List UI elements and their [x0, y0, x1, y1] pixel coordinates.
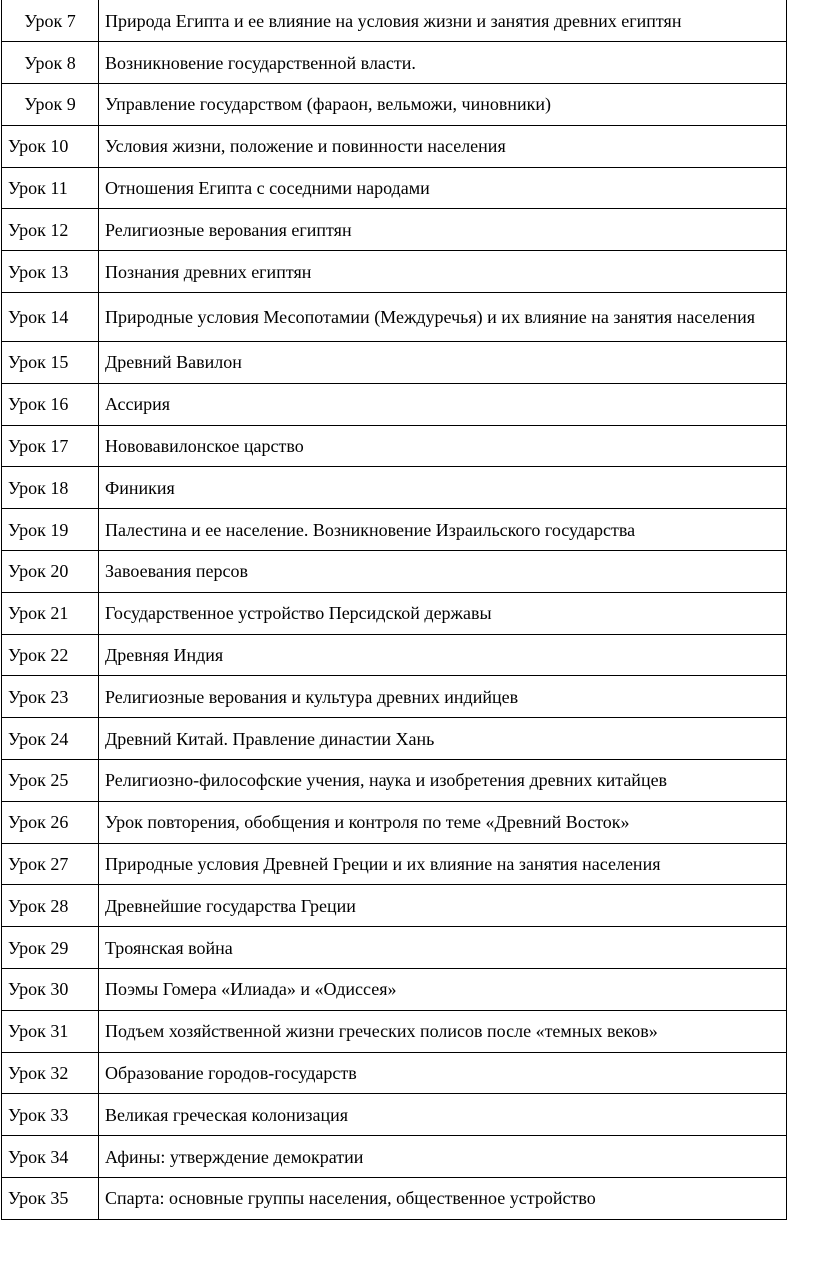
table-row [2, 551, 787, 593]
lesson-topic: Образование городов-государств [99, 1052, 787, 1094]
lesson-topic: Поэмы Гомера «Илиада» и «Одиссея» [99, 969, 787, 1011]
table-row [2, 467, 787, 509]
lesson-topic: Древний Китай. Правление династии Хань [99, 718, 787, 760]
table-row [2, 425, 787, 467]
lesson-topic: Государственное устройство Персидской державы [99, 592, 787, 634]
table-row [2, 801, 787, 843]
lesson-topic: Управление государством (фараон, вельможи, чиновники) [99, 84, 787, 126]
lesson-topic: Нововавилонское царство [99, 425, 787, 467]
table-row [2, 969, 787, 1011]
lesson-topic: Финикия [99, 467, 787, 509]
lesson-number: Урок 27 [2, 843, 99, 885]
table-row [2, 167, 787, 209]
lesson-number: Урок 13 [2, 251, 99, 293]
table-row [2, 885, 787, 927]
table-row [2, 84, 787, 126]
lesson-topic: Ассирия [99, 383, 787, 425]
lesson-topic: Спарта: основные группы населения, общественное устройство [99, 1178, 787, 1220]
table-row [2, 209, 787, 251]
lesson-topic: Великая греческая колонизация [99, 1094, 787, 1136]
table-row [2, 634, 787, 676]
table-row [2, 42, 787, 84]
table-row [2, 509, 787, 551]
lesson-topic: Завоевания персов [99, 551, 787, 593]
lesson-number: Урок 33 [2, 1094, 99, 1136]
lesson-topic: Древний Вавилон [99, 342, 787, 384]
lesson-topic: Религиозно-философские учения, наука и изобретения древних китайцев [99, 760, 787, 802]
lesson-number: Урок 15 [2, 342, 99, 384]
lesson-number: Урок 9 [2, 84, 99, 126]
lesson-number: Урок 26 [2, 801, 99, 843]
lesson-number: Урок 35 [2, 1178, 99, 1220]
lesson-number: Урок 24 [2, 718, 99, 760]
lesson-number: Урок 10 [2, 125, 99, 167]
lesson-number: Урок 16 [2, 383, 99, 425]
table-row [2, 718, 787, 760]
lesson-topic: Урок повторения, обобщения и контроля по теме «Древний Восток» [99, 801, 787, 843]
table-row [2, 592, 787, 634]
lesson-number: Урок 30 [2, 969, 99, 1011]
lesson-topic: Возникновение государственной власти. [99, 42, 787, 84]
lesson-number: Урок 12 [2, 209, 99, 251]
lesson-number: Урок 21 [2, 592, 99, 634]
lesson-number: Урок 22 [2, 634, 99, 676]
table-row [2, 293, 787, 342]
table-row [2, 1052, 787, 1094]
table-row [2, 342, 787, 384]
table-row [2, 1136, 787, 1178]
lesson-number: Урок 8 [2, 42, 99, 84]
lesson-number: Урок 17 [2, 425, 99, 467]
lesson-number: Урок 11 [2, 167, 99, 209]
lesson-topic: Природные условия Месопотамии (Междуречья) и их влияние на занятия населения [99, 293, 787, 342]
lesson-topic: Палестина и ее население. Возникновение Израильского государства [99, 509, 787, 551]
lesson-topic: Троянская война [99, 927, 787, 969]
lesson-topic: Познания древних египтян [99, 251, 787, 293]
lesson-topic: Древняя Индия [99, 634, 787, 676]
lesson-number: Урок 19 [2, 509, 99, 551]
lesson-number: Урок 34 [2, 1136, 99, 1178]
table-row [2, 760, 787, 802]
lesson-number: Урок 28 [2, 885, 99, 927]
lesson-topic: Природа Египта и ее влияние на условия жизни и занятия древних египтян [99, 0, 787, 42]
table-row [2, 676, 787, 718]
lesson-topic: Подъем хозяйственной жизни греческих полисов после «темных веков» [99, 1010, 787, 1052]
lesson-number: Урок 32 [2, 1052, 99, 1094]
lesson-topic: Природные условия Древней Греции и их влияние на занятия населения [99, 843, 787, 885]
lesson-plan-table [1, 0, 787, 1220]
lesson-topic: Религиозные верования и культура древних индийцев [99, 676, 787, 718]
table-row [2, 843, 787, 885]
lesson-topic: Афины: утверждение демократии [99, 1136, 787, 1178]
lesson-number: Урок 7 [2, 0, 99, 42]
lesson-topic: Условия жизни, положение и повинности населения [99, 125, 787, 167]
lesson-topic: Религиозные верования египтян [99, 209, 787, 251]
lesson-number: Урок 25 [2, 760, 99, 802]
table-row [2, 1094, 787, 1136]
table-row [2, 251, 787, 293]
table-row [2, 383, 787, 425]
table-row [2, 927, 787, 969]
table-row [2, 125, 787, 167]
lesson-number: Урок 18 [2, 467, 99, 509]
lesson-number: Урок 20 [2, 551, 99, 593]
table-row [2, 1178, 787, 1220]
lesson-number: Урок 23 [2, 676, 99, 718]
lesson-number: Урок 29 [2, 927, 99, 969]
lesson-number: Урок 31 [2, 1010, 99, 1052]
lesson-topic: Отношения Египта с соседними народами [99, 167, 787, 209]
lesson-number: Урок 14 [2, 293, 99, 342]
table-row [2, 1010, 787, 1052]
table-row [2, 0, 787, 42]
lesson-topic: Древнейшие государства Греции [99, 885, 787, 927]
